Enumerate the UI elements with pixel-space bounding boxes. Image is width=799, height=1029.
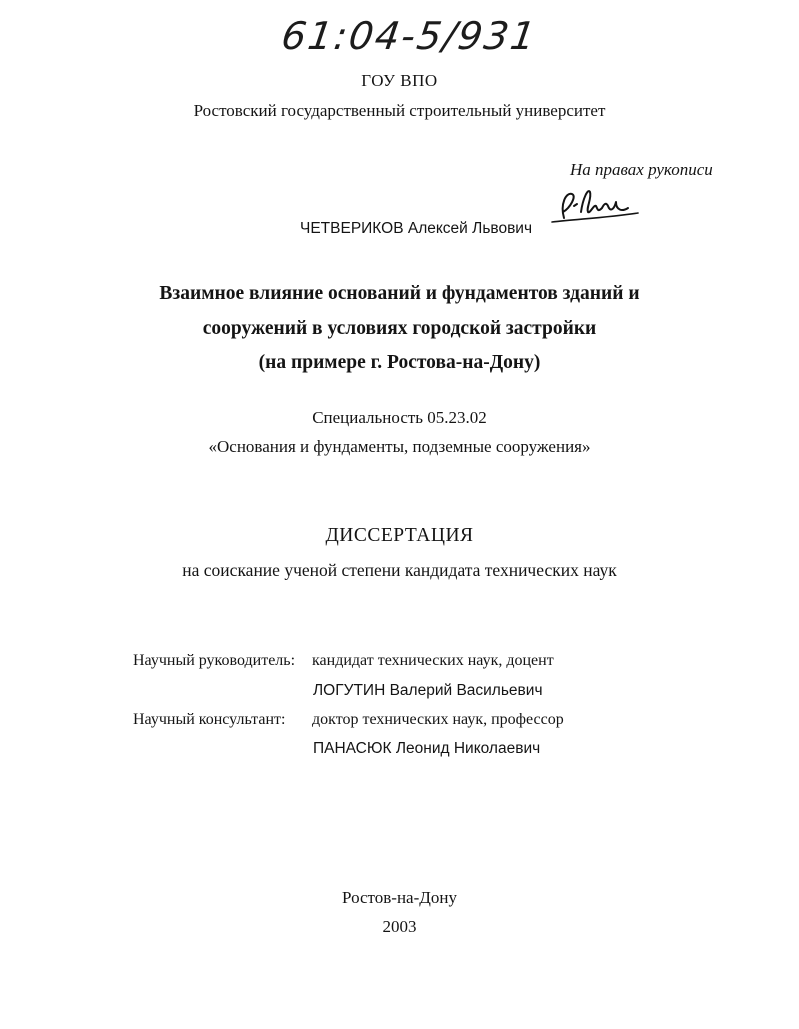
city: Ростов-на-Дону xyxy=(342,888,457,907)
signature xyxy=(550,182,640,237)
title-line: Взаимное влияние оснований и фундаментов зданий и xyxy=(159,283,640,304)
supervisor-name: ЛОГУТИН Валерий Васильевич xyxy=(313,682,543,699)
specialty-name: «Основания и фундаменты, подземные сооружения» xyxy=(208,437,591,456)
consultant-name: ПАНАСЮК Леонид Николаевич xyxy=(313,740,541,757)
author-name: ЧЕТВЕРИКОВ Алексей Львович xyxy=(300,220,533,237)
title-line: (на примере г. Ростова-на-Дону) xyxy=(258,352,541,373)
document-type: ДИССЕРТАЦИЯ xyxy=(325,525,474,546)
supervisor-credentials: кандидат технических наук, доцент xyxy=(312,652,554,669)
institution-type: ГОУ ВПО xyxy=(361,71,438,90)
handwritten-catalog-number: 61:04-5/931 xyxy=(278,14,540,58)
degree-line: на соискание ученой степени кандидата технических наук xyxy=(182,560,617,580)
manuscript-rights-note: На правах рукописи xyxy=(570,160,713,179)
university-name: Ростовский государственный строительный университет xyxy=(193,101,606,120)
dissertation-title xyxy=(0,277,799,381)
consultant-credentials: доктор технических наук, профессор xyxy=(312,711,564,728)
specialty-code: Специальность 05.23.02 xyxy=(312,408,487,427)
consultant-label: Научный консультант: xyxy=(133,711,286,728)
title-line: сооружений в условиях городской застройки xyxy=(202,317,597,339)
supervisor-label: Научный руководитель: xyxy=(133,652,296,669)
year: 2003 xyxy=(382,917,417,936)
